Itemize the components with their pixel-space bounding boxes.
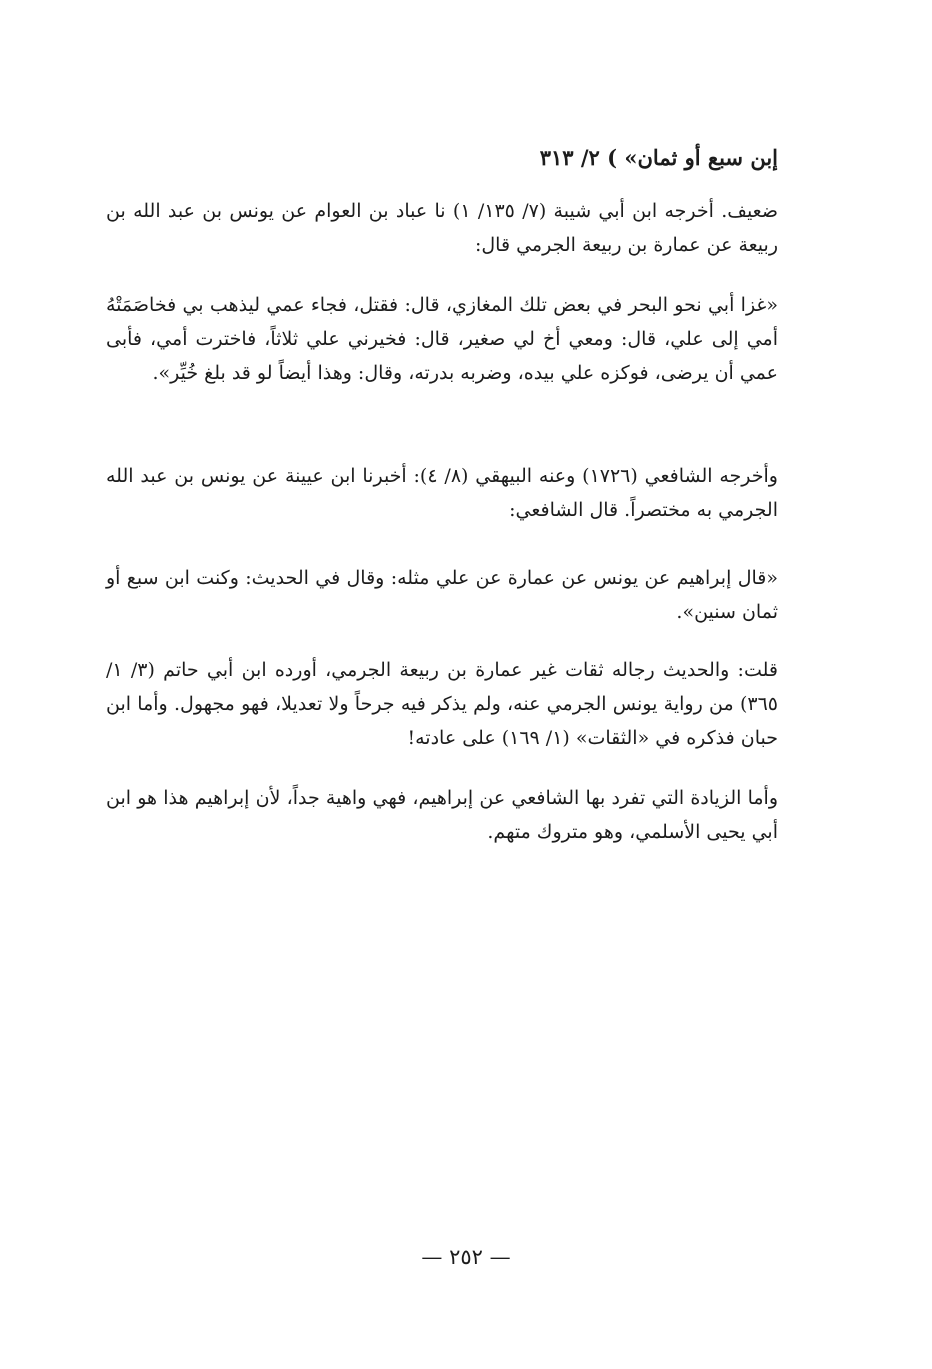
- paragraph-text: وأخرجه الشافعي (١٧٢٦) وعنه البيهقي (٨/ ٤): أخبرنا ابن عيينة عن يونس بن عبد الله الجرمي به مختصراً. قال الشافعي:: [106, 465, 778, 521]
- paragraph-shafii-takhrij: [106, 459, 778, 527]
- paragraph-text: قلت: والحديث رجاله ثقات غير عمارة بن ربيعة الجرمي، أورده ابن أبي حاتم (٣/ ١/ ٣٦٥) من رواية يونس الجرمي عنه، ولم يذكر فيه جرحاً ولا تعديلا، فهو مجهول. وأما ابن حبان فذكره في «الثقات» (١/ ١٦٩) على عادته!: [106, 659, 778, 749]
- paragraph-text: «غزا أبي نحو البحر في بعض تلك المغازي، قال: فقتل، فجاء عمي ليذهب بي فخاصَمَتْهُ أمي إلى علي، قال: ومعي أخ لي صغير، قال: فخيرني علي ثلاثاً، فاخترت أمي، فأبى عمي أن يرضى، فوكزه علي بيده، وضربه بدرته، وقال: وهذا أيضاً لو قد بلغ خُيِّر».: [106, 294, 778, 384]
- paragraph-text: وأما الزيادة التي تفرد بها الشافعي عن إبراهيم، فهي واهية جداً، لأن إبراهيم هذا هو ابن أبي يحيى الأسلمي، وهو متروك متهم.: [106, 787, 778, 843]
- paragraph-hadith-text: [106, 288, 778, 390]
- paragraph-text: ضعيف. أخرجه ابن أبي شيبة (٧/ ١٣٥/ ١) نا عباد بن العوام عن يونس بن عبد الله بن ربيعة عن عمارة بن ربيعة الجرمي قال:: [106, 200, 778, 256]
- paragraph-shafii-quote: [106, 561, 778, 629]
- paragraph-addition-ruling: [106, 781, 778, 849]
- page-number: — ٢٥٢ —: [421, 1245, 511, 1269]
- paragraph-author-comment: [106, 653, 778, 755]
- paragraph-text: «قال إبراهيم عن يونس عن عمارة عن علي مثله: وقال في الحديث: وكنت ابن سبع أو ثمان سنين».: [106, 567, 778, 623]
- paragraph-takhrij: [106, 194, 778, 262]
- hadith-heading-continuation: إبن سبع أو ثمان» ) ٢/ ٣١٣: [539, 145, 778, 170]
